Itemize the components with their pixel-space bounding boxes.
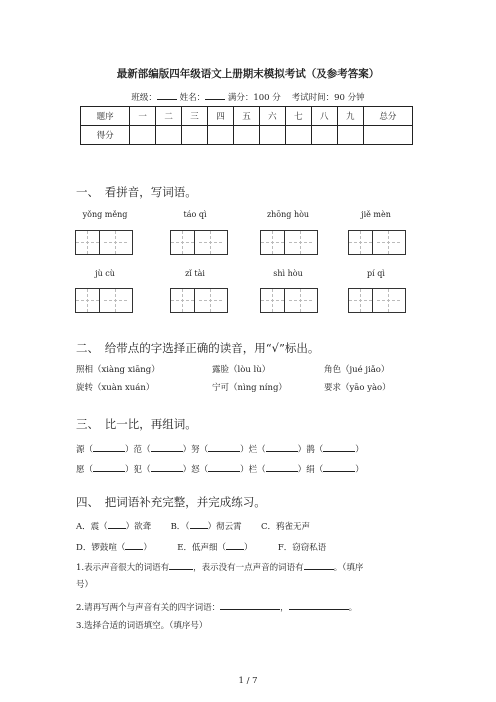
answer-blank[interactable] [323, 442, 355, 452]
question-1 [76, 560, 363, 573]
answer-blank[interactable] [266, 462, 298, 472]
header-cell: 四 [208, 107, 234, 126]
pinyin: táo qì [183, 210, 207, 219]
reading-item: 露脸（lòu lù） [212, 365, 271, 375]
score-cell[interactable] [311, 126, 337, 145]
answer-blank[interactable] [125, 540, 143, 550]
option-c: C．鸦雀无声 [260, 522, 310, 532]
score-row-label: 得分 [81, 126, 130, 145]
page-number: 1 / 7 [238, 676, 258, 686]
header-cell: 一 [130, 107, 156, 126]
q2-text: ， [280, 603, 289, 613]
header-cell: 七 [285, 107, 311, 126]
header-cell: 八 [311, 107, 337, 126]
header-cell: 题序 [81, 107, 130, 126]
q1-text: 1.表示声音很大的词语有 [76, 563, 170, 573]
option-a-end: ）欲聋 [125, 522, 152, 532]
option-b: B．（ [170, 522, 190, 532]
char: 怒 [191, 465, 200, 475]
pinyin: jù cù [95, 269, 115, 278]
answer-blank[interactable] [323, 462, 355, 472]
pinyin: jiě mèn [361, 210, 391, 219]
option-line [76, 519, 310, 532]
option-line [76, 540, 326, 553]
pinyin: pí qì [367, 269, 385, 278]
option-d: D．锣鼓喧（ [76, 543, 126, 553]
char: 绢 [306, 465, 315, 475]
score-cell[interactable] [233, 126, 259, 145]
pinyin: yǒng měng [82, 210, 128, 219]
tianzige-box[interactable] [170, 288, 228, 313]
option-e-end: ） [243, 543, 253, 553]
q1-text: ，表示没有一点声音的词语有 [193, 563, 304, 573]
question-1-cont: 号） [76, 580, 94, 590]
header-cell: 三 [182, 107, 208, 126]
pinyin: zǐ tài [185, 269, 205, 278]
compare-row: 愿（ ）犯（ ）怒（ ）栏（ ）绢（ ） [76, 462, 364, 475]
reading-item: 宁可（nìng níng） [212, 383, 287, 393]
score-table [80, 106, 413, 145]
answer-blank[interactable] [289, 600, 349, 610]
tianzige-box[interactable] [75, 288, 133, 313]
answer-blank[interactable] [151, 462, 183, 472]
answer-blank[interactable] [220, 600, 280, 610]
option-f: F．窃窃私语 [277, 543, 327, 553]
char: 源 [76, 445, 85, 455]
answer-blank[interactable] [93, 462, 125, 472]
header-cell: 九 [337, 107, 363, 126]
reading-item: 角色（jué jiǎo） [324, 365, 390, 375]
header-cell: 六 [259, 107, 285, 126]
score-table-header-row [81, 107, 413, 126]
answer-blank[interactable] [93, 442, 125, 452]
tianzige-box[interactable] [170, 230, 228, 255]
answer-blank[interactable] [208, 442, 240, 452]
name-label: 姓名： [179, 93, 206, 103]
reading-item: 照相（xiàng xiāng） [76, 365, 160, 375]
score-cell[interactable] [156, 126, 182, 145]
tianzige-box[interactable] [260, 230, 318, 255]
pinyin: shì hòu [273, 269, 303, 278]
section4-heading: 四、 把词语补充完整，并完成练习。 [76, 495, 266, 509]
option-d-end: ） [143, 543, 152, 553]
char: 愿 [76, 465, 85, 475]
reading-item: 要求（yāo yào） [324, 383, 391, 393]
char: 努 [191, 445, 200, 455]
section3-heading: 三、 比一比，再组词。 [76, 417, 197, 431]
class-blank[interactable] [157, 90, 177, 100]
q2-text: 。 [348, 603, 358, 613]
q1-text: 。（填序 [333, 563, 364, 573]
score-cell[interactable] [182, 126, 208, 145]
full-score: 满分：100 分 [227, 93, 281, 103]
section2-heading: 二、 给带点的字选择正确的读音，用“√”标出。 [76, 341, 320, 355]
char: 范 [133, 445, 143, 455]
class-label: 班级： [131, 93, 157, 103]
tianzige-box[interactable] [75, 230, 133, 255]
compare-row: 源（ ）范（ ）努（ ）烂（ ）鹊（ ） [76, 442, 364, 455]
pinyin: zhōng hòu [266, 210, 310, 219]
tianzige-box[interactable] [348, 288, 406, 313]
score-cell[interactable] [363, 126, 412, 145]
reading-item: 旋转（xuàn xuán） [76, 383, 155, 393]
score-table-score-row [81, 126, 413, 145]
name-blank[interactable] [205, 90, 225, 100]
answer-blank[interactable] [266, 442, 298, 452]
exam-time: 考试时间：90 分钟 [291, 93, 365, 103]
answer-blank[interactable] [304, 560, 334, 570]
answer-blank[interactable] [169, 560, 193, 570]
tianzige-box[interactable] [260, 288, 318, 313]
exam-info [0, 90, 496, 103]
tianzige-box[interactable] [348, 230, 406, 255]
header-cell: 总分 [363, 107, 412, 126]
option-b-end: ）彻云霄 [207, 522, 242, 532]
char: 犯 [133, 465, 143, 475]
question-2 [76, 600, 357, 613]
char: 栏 [248, 465, 258, 475]
answer-blank[interactable] [151, 442, 183, 452]
char: 鹊 [306, 445, 315, 455]
answer-blank[interactable] [208, 462, 240, 472]
option-e: E．低声细（ [177, 543, 226, 553]
q2-text: 2.请再写两个与声音有关的四字词语： [76, 603, 221, 613]
option-a: A．震（ [76, 522, 108, 532]
answer-blank[interactable] [108, 519, 126, 529]
score-cell[interactable] [337, 126, 363, 145]
header-cell: 五 [233, 107, 259, 126]
answer-blank[interactable] [190, 519, 208, 529]
question-3: 3.选择合适的词语填空。（填序号） [76, 621, 208, 631]
score-cell[interactable] [208, 126, 234, 145]
section1-heading: 一、 看拼音，写词语。 [76, 185, 197, 199]
score-cell[interactable] [285, 126, 311, 145]
score-cell[interactable] [130, 126, 156, 145]
score-cell[interactable] [259, 126, 285, 145]
header-cell: 二 [156, 107, 182, 126]
char: 烂 [248, 445, 258, 455]
answer-blank[interactable] [226, 540, 244, 550]
page-title: 最新部编版四年级语文上册期末模拟考试（及参考答案） [116, 68, 380, 80]
